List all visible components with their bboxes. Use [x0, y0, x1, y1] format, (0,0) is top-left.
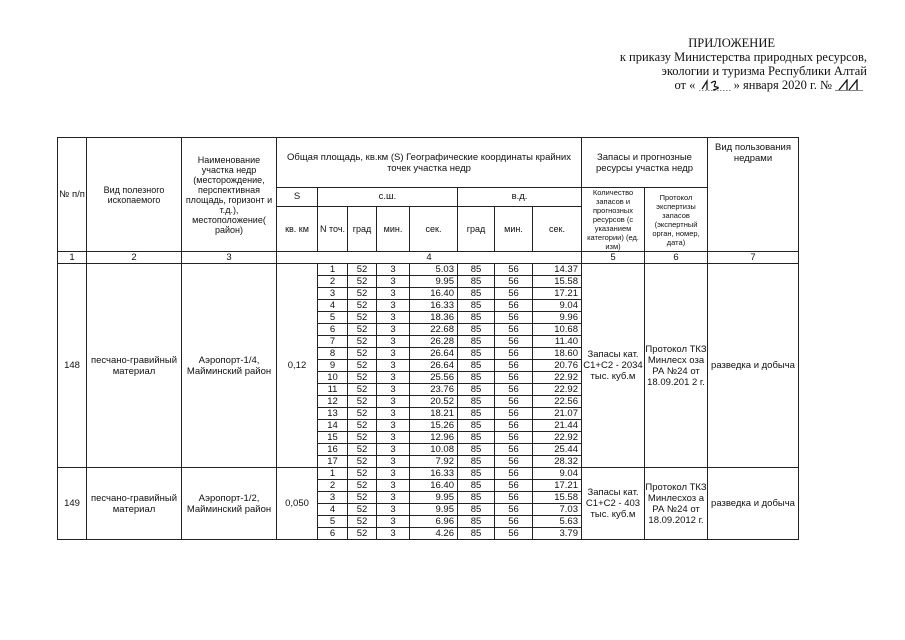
north-deg-cell: 52 — [348, 312, 377, 324]
east-sec-cell: 22.92 — [533, 372, 582, 384]
point-no-cell: 17 — [318, 456, 348, 468]
north-deg-cell: 52 — [348, 432, 377, 444]
north-deg-cell: 52 — [348, 408, 377, 420]
north-deg-cell: 52 — [348, 456, 377, 468]
north-min-cell: 3 — [377, 288, 410, 300]
north-sec-cell: 4.26 — [410, 528, 458, 540]
east-sec-cell: 22.56 — [533, 396, 582, 408]
north-min-cell: 3 — [377, 504, 410, 516]
point-no-cell: 14 — [318, 420, 348, 432]
east-deg-cell: 85 — [458, 276, 495, 288]
header-title: ПРИЛОЖЕНИЕ — [688, 36, 775, 50]
east-sec-cell: 9.04 — [533, 300, 582, 312]
north-sec-cell: 9.95 — [410, 492, 458, 504]
north-sec-cell: 26.64 — [410, 360, 458, 372]
point-no-cell: 4 — [318, 300, 348, 312]
header-row-1 — [58, 138, 799, 188]
site-number-cell: 149 — [58, 468, 87, 540]
site-name-cell: Аэропорт-1/2, Майминский район — [182, 468, 277, 540]
north-sec-cell: 25.56 — [410, 372, 458, 384]
reserves-cell: Запасы кат. С1+С2 - 403 тыс. куб.м — [582, 468, 645, 540]
north-sec-cell: 5.03 — [410, 264, 458, 276]
east-deg-cell: 85 — [458, 384, 495, 396]
mineral-cell: песчано-гравийный материал — [87, 468, 182, 540]
east-sec-cell: 22.92 — [533, 384, 582, 396]
north-deg-cell: 52 — [348, 492, 377, 504]
east-min-cell: 56 — [495, 420, 533, 432]
east-min-cell: 56 — [495, 432, 533, 444]
east-min-cell: 56 — [495, 264, 533, 276]
north-deg-cell: 52 — [348, 384, 377, 396]
east-min-cell: 56 — [495, 300, 533, 312]
north-min-cell: 3 — [377, 492, 410, 504]
header-line-2: экологии и туризма Республики Алтай — [661, 64, 867, 78]
east-min-cell: 56 — [495, 396, 533, 408]
north-deg-cell: 52 — [348, 504, 377, 516]
point-no-cell: 6 — [318, 528, 348, 540]
area-cell: 0,12 — [277, 264, 318, 468]
east-sec-cell: 5.63 — [533, 516, 582, 528]
east-sec-cell: 10.68 — [533, 324, 582, 336]
north-min-cell: 3 — [377, 480, 410, 492]
handwritten-day — [699, 79, 731, 91]
point-no-cell: 2 — [318, 276, 348, 288]
point-no-cell: 1 — [318, 468, 348, 480]
east-deg-cell: 85 — [458, 396, 495, 408]
point-no-cell: 10 — [318, 372, 348, 384]
north-min-cell: 3 — [377, 516, 410, 528]
east-sec-cell: 11.40 — [533, 336, 582, 348]
col-number: 7 — [708, 252, 799, 264]
north-deg-cell: 52 — [348, 300, 377, 312]
north-min-cell: 3 — [377, 312, 410, 324]
east-min-cell: 56 — [495, 480, 533, 492]
col-number: 2 — [87, 252, 182, 264]
point-no-cell: 13 — [318, 408, 348, 420]
col-header-no: № п/п — [58, 138, 87, 252]
north-sec-cell: 16.33 — [410, 300, 458, 312]
east-min-cell: 56 — [495, 324, 533, 336]
north-min-cell: 3 — [377, 324, 410, 336]
east-sec-cell: 9.04 — [533, 468, 582, 480]
protocol-cell: Протокол ТКЗ Минлесх оза РА №24 от 18.09.201 2 г. — [645, 264, 708, 468]
north-sec-cell: 16.33 — [410, 468, 458, 480]
north-min-cell: 3 — [377, 264, 410, 276]
site-number-cell: 148 — [58, 264, 87, 468]
col-header-east-sec: сек. — [533, 206, 582, 251]
east-deg-cell: 85 — [458, 528, 495, 540]
north-deg-cell: 52 — [348, 396, 377, 408]
point-no-cell: 8 — [318, 348, 348, 360]
east-deg-cell: 85 — [458, 408, 495, 420]
east-sec-cell: 21.44 — [533, 420, 582, 432]
col-header-mineral: Вид полезного ископаемого — [87, 138, 182, 252]
col-header-area-coords: Общая площадь, кв.км (S) Географические координаты крайних точек участка недр — [277, 138, 582, 188]
north-sec-cell: 6.96 — [410, 516, 458, 528]
east-min-cell: 56 — [495, 444, 533, 456]
sites-body — [58, 264, 799, 540]
east-min-cell: 56 — [495, 504, 533, 516]
north-deg-cell: 52 — [348, 348, 377, 360]
use-type-cell: разведка и добыча — [708, 264, 799, 468]
north-min-cell: 3 — [377, 396, 410, 408]
north-sec-cell: 9.95 — [410, 504, 458, 516]
east-deg-cell: 85 — [458, 504, 495, 516]
east-sec-cell: 18.60 — [533, 348, 582, 360]
north-deg-cell: 52 — [348, 516, 377, 528]
east-deg-cell: 85 — [458, 372, 495, 384]
east-deg-cell: 85 — [458, 420, 495, 432]
north-sec-cell: 22.68 — [410, 324, 458, 336]
point-no-cell: 9 — [318, 360, 348, 372]
north-min-cell: 3 — [377, 468, 410, 480]
point-no-cell: 6 — [318, 324, 348, 336]
column-numbers-row — [58, 252, 799, 264]
handwritten-order-number — [835, 79, 867, 91]
col-header-s: S — [277, 188, 318, 207]
col-number: 3 — [182, 252, 277, 264]
east-sec-cell: 3.79 — [533, 528, 582, 540]
north-deg-cell: 52 — [348, 468, 377, 480]
east-sec-cell: 15.58 — [533, 492, 582, 504]
point-no-cell: 7 — [318, 336, 348, 348]
east-deg-cell: 85 — [458, 288, 495, 300]
east-deg-cell: 85 — [458, 264, 495, 276]
col-header-north-deg: град — [348, 206, 377, 251]
east-deg-cell: 85 — [458, 348, 495, 360]
east-min-cell: 56 — [495, 312, 533, 324]
east-sec-cell: 28.32 — [533, 456, 582, 468]
east-sec-cell: 22.92 — [533, 432, 582, 444]
east-sec-cell: 14.37 — [533, 264, 582, 276]
col-header-reserves-group: Запасы и прогнозные ресурсы участка недр — [582, 138, 708, 188]
east-min-cell: 56 — [495, 276, 533, 288]
north-deg-cell: 52 — [348, 336, 377, 348]
col-number: 4 — [277, 252, 582, 264]
north-min-cell: 3 — [377, 456, 410, 468]
col-header-east-min: мин. — [495, 206, 533, 251]
col-header-north-min: мин. — [377, 206, 410, 251]
point-no-cell: 15 — [318, 432, 348, 444]
point-no-cell: 11 — [318, 384, 348, 396]
north-sec-cell: 10.08 — [410, 444, 458, 456]
col-number: 5 — [582, 252, 645, 264]
point-no-cell: 5 — [318, 516, 348, 528]
north-sec-cell: 26.64 — [410, 348, 458, 360]
col-header-reserves-qty: Количество запасов и прогнозных ресурсов (с указанием категории) (ед. изм) — [582, 188, 645, 252]
north-sec-cell: 16.40 — [410, 480, 458, 492]
north-sec-cell: 20.52 — [410, 396, 458, 408]
east-min-cell: 56 — [495, 516, 533, 528]
east-deg-cell: 85 — [458, 312, 495, 324]
north-sec-cell: 9.95 — [410, 276, 458, 288]
document-header — [620, 36, 867, 92]
north-min-cell: 3 — [377, 372, 410, 384]
reserves-cell: Запасы кат. С1+С2 - 2034 тыс. куб.м — [582, 264, 645, 468]
point-no-cell: 4 — [318, 504, 348, 516]
east-deg-cell: 85 — [458, 456, 495, 468]
north-min-cell: 3 — [377, 408, 410, 420]
north-sec-cell: 23.76 — [410, 384, 458, 396]
north-min-cell: 3 — [377, 276, 410, 288]
protocol-cell: Протокол ТКЗ Минлесхоз а РА №24 от 18.09.2012 г. — [645, 468, 708, 540]
north-min-cell: 3 — [377, 384, 410, 396]
col-header-protocol: Протокол экспертизы запасов (экспертный орган, номер, дата) — [645, 188, 708, 252]
east-sec-cell: 17.21 — [533, 288, 582, 300]
east-min-cell: 56 — [495, 468, 533, 480]
north-sec-cell: 7.92 — [410, 456, 458, 468]
east-sec-cell: 7.03 — [533, 504, 582, 516]
date-middle: » января 2020 г. № — [733, 78, 832, 92]
col-header-north: с.ш. — [318, 188, 458, 207]
east-deg-cell: 85 — [458, 300, 495, 312]
north-sec-cell: 26.28 — [410, 336, 458, 348]
east-sec-cell: 21.07 — [533, 408, 582, 420]
table-row — [58, 264, 799, 276]
north-sec-cell: 15.26 — [410, 420, 458, 432]
east-min-cell: 56 — [495, 360, 533, 372]
east-deg-cell: 85 — [458, 468, 495, 480]
mineral-cell: песчано-гравийный материал — [87, 264, 182, 468]
col-number: 1 — [58, 252, 87, 264]
north-deg-cell: 52 — [348, 372, 377, 384]
north-min-cell: 3 — [377, 432, 410, 444]
north-deg-cell: 52 — [348, 288, 377, 300]
col-header-use-type: Вид пользования недрами — [708, 138, 799, 252]
east-deg-cell: 85 — [458, 516, 495, 528]
date-prefix: от « — [674, 78, 696, 92]
north-min-cell: 3 — [377, 336, 410, 348]
north-deg-cell: 52 — [348, 420, 377, 432]
east-min-cell: 56 — [495, 456, 533, 468]
east-sec-cell: 25.44 — [533, 444, 582, 456]
point-no-cell: 3 — [318, 492, 348, 504]
east-sec-cell: 20.76 — [533, 360, 582, 372]
area-cell: 0,050 — [277, 468, 318, 540]
north-min-cell: 3 — [377, 360, 410, 372]
east-min-cell: 56 — [495, 288, 533, 300]
east-sec-cell: 17.21 — [533, 480, 582, 492]
north-deg-cell: 52 — [348, 360, 377, 372]
east-min-cell: 56 — [495, 528, 533, 540]
point-no-cell: 1 — [318, 264, 348, 276]
north-min-cell: 3 — [377, 348, 410, 360]
east-sec-cell: 15.58 — [533, 276, 582, 288]
north-deg-cell: 52 — [348, 276, 377, 288]
col-header-north-sec: сек. — [410, 206, 458, 251]
east-deg-cell: 85 — [458, 444, 495, 456]
east-sec-cell: 9.96 — [533, 312, 582, 324]
east-deg-cell: 85 — [458, 324, 495, 336]
col-header-east: в.д. — [458, 188, 582, 207]
north-min-cell: 3 — [377, 444, 410, 456]
use-type-cell: разведка и добыча — [708, 468, 799, 540]
east-min-cell: 56 — [495, 372, 533, 384]
east-deg-cell: 85 — [458, 336, 495, 348]
east-min-cell: 56 — [495, 348, 533, 360]
east-min-cell: 56 — [495, 336, 533, 348]
north-deg-cell: 52 — [348, 528, 377, 540]
site-name-cell: Аэропорт-1/4, Майминский район — [182, 264, 277, 468]
east-min-cell: 56 — [495, 408, 533, 420]
north-min-cell: 3 — [377, 528, 410, 540]
north-deg-cell: 52 — [348, 480, 377, 492]
north-sec-cell: 16.40 — [410, 288, 458, 300]
resources-table — [57, 137, 799, 540]
east-deg-cell: 85 — [458, 360, 495, 372]
north-deg-cell: 52 — [348, 444, 377, 456]
north-sec-cell: 18.21 — [410, 408, 458, 420]
east-deg-cell: 85 — [458, 492, 495, 504]
col-header-site-name: Наименование участка недр (месторождение, перспективная площадь, горизонт и т.д.), местоположение( район) — [182, 138, 277, 252]
col-number: 6 — [645, 252, 708, 264]
north-deg-cell: 52 — [348, 324, 377, 336]
east-deg-cell: 85 — [458, 432, 495, 444]
east-deg-cell: 85 — [458, 480, 495, 492]
point-no-cell: 5 — [318, 312, 348, 324]
col-header-east-deg: град — [458, 206, 495, 251]
east-min-cell: 56 — [495, 492, 533, 504]
north-sec-cell: 12.96 — [410, 432, 458, 444]
east-min-cell: 56 — [495, 384, 533, 396]
col-header-point-no: N точ. — [318, 206, 348, 251]
point-no-cell: 16 — [318, 444, 348, 456]
point-no-cell: 3 — [318, 288, 348, 300]
north-sec-cell: 18.36 — [410, 312, 458, 324]
table-row — [58, 468, 799, 480]
north-min-cell: 3 — [377, 420, 410, 432]
header-date-line — [620, 78, 867, 92]
col-header-sq-km: кв. км — [277, 206, 318, 251]
north-deg-cell: 52 — [348, 264, 377, 276]
point-no-cell: 12 — [318, 396, 348, 408]
header-line-1: к приказу Министерства природных ресурсов, — [619, 50, 867, 64]
point-no-cell: 2 — [318, 480, 348, 492]
north-min-cell: 3 — [377, 300, 410, 312]
